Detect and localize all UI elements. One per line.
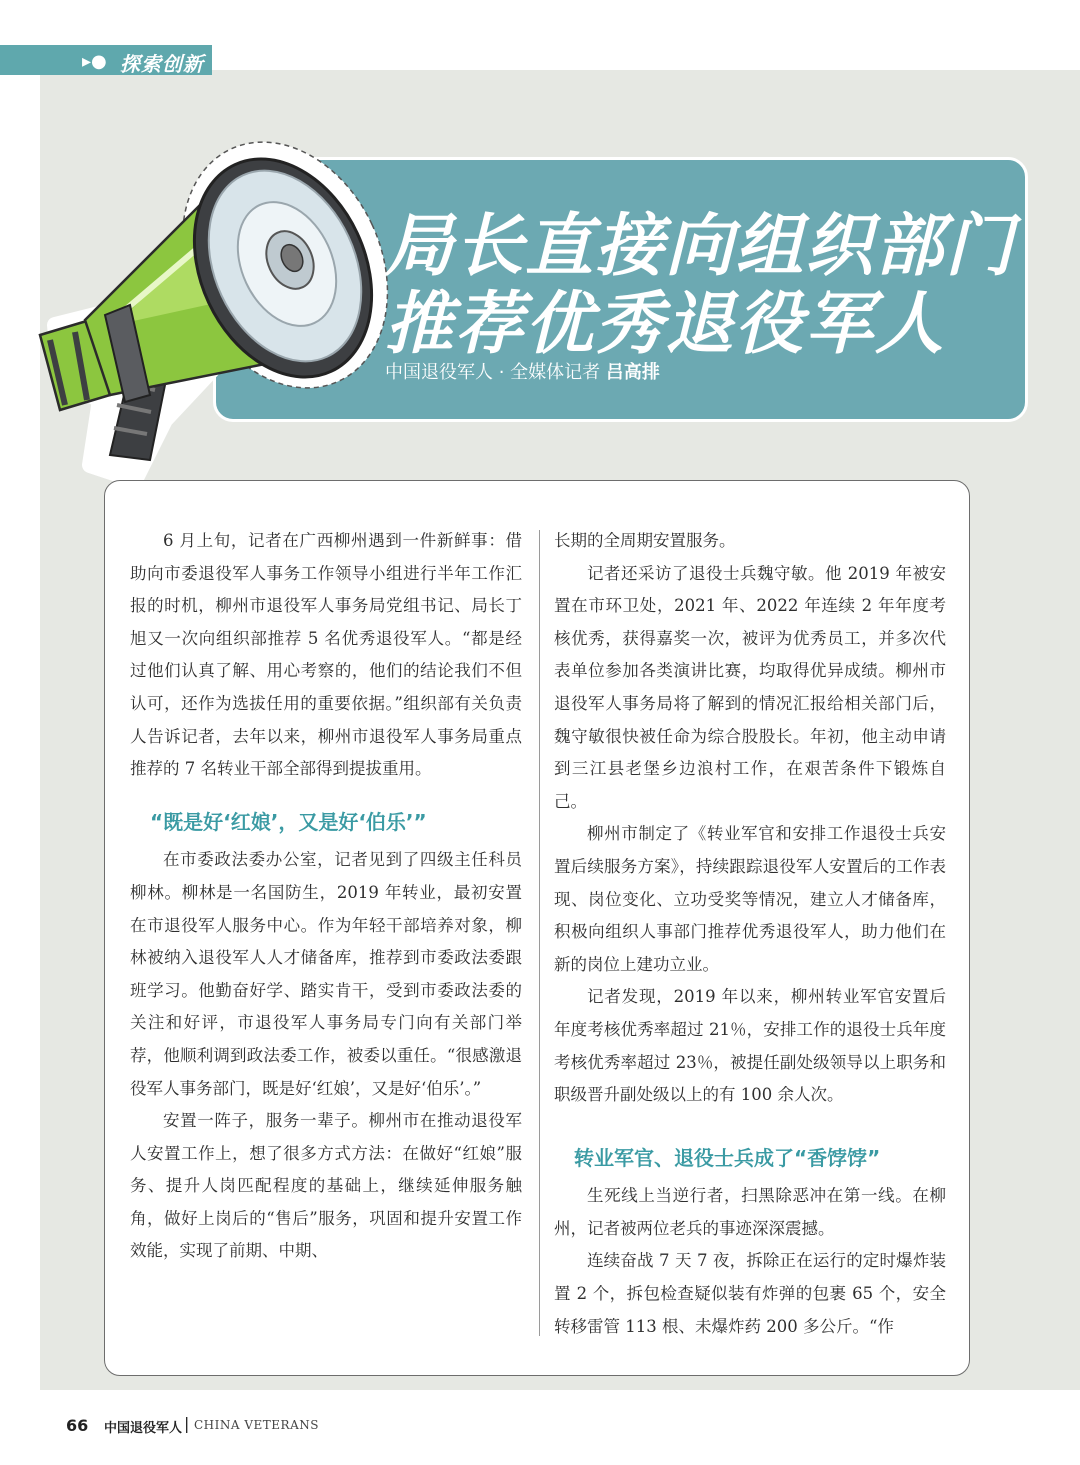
paragraph: 生死线上当逆行者，扫黑除恶冲在第一线。在柳州，记者被两位老兵的事迹深深震撼。 [554,1186,946,1238]
byline-prefix: 中国退役军人 · 全媒体记者 [385,362,601,383]
megaphone-icon: ▸● [82,51,107,72]
paragraph: 连续奋战 7 天 7 夜，拆除正在运行的定时爆炸装置 2 个，拆包检查疑似装有炸弹的包裹 65 个，安全转移雷管 113 根、未爆炸药 200 多公斤。“作 [554,1251,946,1336]
subheading: “既是好‘红娘’，又是好‘伯乐’” [150,809,427,834]
byline [385,358,660,384]
stamp-perforation-bottom [40,1384,1080,1396]
paragraph: 记者发现，2019 年以来，柳州转业军官安置后年度考核优秀率超过 21％，安排工作的退役士兵年度考核优秀率超过 23％，被提任副处级领导以上职务和职级晋升副处级以上的有 100 余人次。 [554,987,946,1105]
megaphone-illustration [15,120,395,500]
left-column [130,525,522,1268]
article-title-line-2: 推荐优秀退役军人 [385,285,946,364]
subheading: 转业军官、退役士兵成了“香饽饽” [574,1145,881,1170]
paragraph: 记者还采访了退役士兵魏守敏。他 2019 年被安置在市环卫处，2021 年、2022 年连续 2 年年度考核优秀，获得嘉奖一次，被评为优秀员工，并多次代表单位参加各类演讲比赛，均取得优异成绩。柳州市退役军人事务局将了解到的情况汇报给相关部门后，魏守敏很快被任命为综合股股长。年初，他主动申请到三江县老堡乡边浪村工作，在艰苦条件下锻炼自己。 [554,563,946,811]
byline-author: 吕高排 [605,362,660,383]
magazine-name-en: CHINA VETERANS [194,1418,319,1432]
right-column [554,525,946,1343]
paragraph: 6 月上旬，记者在广西柳州遇到一件新鲜事：借助向市委退役军人事务工作领导小组进行半年工作汇报的时机，柳州市退役军人事务局党组书记、局长丁旭又一次向组织部推荐 5 名优秀退役军人。“都是经过他们认真了解、用心考察的，他们的结论我们不但认可，还作为选拔任用的重要依据。”组织部有关负责人告诉记者，去年以来，柳州市退役军人事务局重点推荐的 7 名转业干部全部得到提拔重用。 [130,531,522,779]
article-title-line-1: 局长直接向组织部门 [385,207,1016,286]
paragraph: 安置一阵子，服务一辈子。柳州市在推动退役军人安置工作上，想了很多方式方法：在做好“红娘”服务、提升人岗匹配程度的基础上，继续延伸服务触角，做好上岗后的“售后”服务，巩固和提升安置工作效能，实现了前期、中期、 [130,1111,522,1261]
page-number: 66 [66,1416,89,1435]
paragraph: 在市委政法委办公室，记者见到了四级主任科员柳林。柳林是一名国防生，2019 年转业，最初安置在市退役军人服务中心。作为年轻干部培养对象，柳林被纳入退役军人人才储备库，推荐到市委政法委跟班学习。他勤奋好学、踏实肯干，受到市委政法委的关注和好评，市退役军人事务局专门向有关部门举荐，他顺利调到政法委工作，被委以重任。“很感激退役军人事务部门，既是好‘红娘’，又是好‘伯乐’。” [130,850,522,1098]
section-label: 探索创新 [120,52,204,76]
paragraph: 柳州市制定了《转业军官和安排工作退役士兵安置后续服务方案》，持续跟踪退役军人安置后的工作表现、岗位变化、立功受奖等情况，建立人才储备库，积极向组织人事部门推荐优秀退役军人，助力他们在新的岗位上建功立业。 [554,824,946,974]
magazine-name: 中国退役军人 [104,1421,183,1436]
paragraph: 长期的全周期安置服务。 [554,531,736,550]
column-divider [539,530,540,1336]
footer-separator: | [184,1414,190,1433]
